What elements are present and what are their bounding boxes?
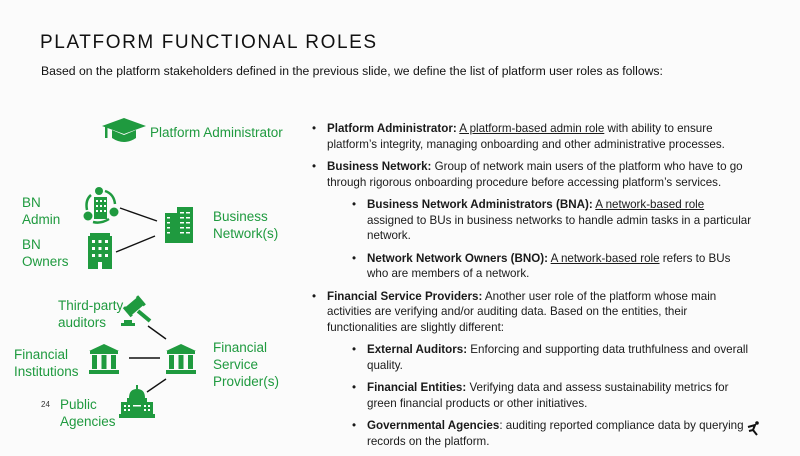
page-title: PLATFORM FUNCTIONAL ROLES (40, 32, 378, 53)
bank-icon (166, 344, 196, 374)
list-item-platform-admin: • Platform Administrator: A platform-based admin role with ability to ensure platform’s integrity, managing onboarding and other administrative processes. (312, 121, 752, 152)
runner-logo-icon (746, 420, 762, 436)
bn-owners-label: BN Owners (22, 237, 69, 269)
bank-icon (89, 344, 119, 374)
page-subtitle: Based on the platform stakeholders defined in the previous slide, we define the list of platform user roles as follows: (41, 64, 663, 78)
list-item-bno: • Network Network Owners (BNO): A network-based role refers to BUs who are members of a network. (352, 251, 752, 282)
list-item-bna: • Business Network Administrators (BNA): A network-based role assigned to BUs in business networks to handle admin tasks in a particular network. (352, 197, 752, 244)
list-item-business-network: • Business Network: Group of network main users of the platform who have to go through rigorous onboarding procedure before accessing platform’s services. (312, 159, 752, 190)
gavel-icon (121, 295, 153, 327)
list-item-fsp: • Financial Service Providers: Another user role of the platform whose main activities are verifying and/or auditing data. Based on the entities, their functionalities are slightly different: (312, 289, 752, 336)
financial-institutions-label: Financial Institutions (14, 347, 79, 379)
list-item-gov-agencies: • Governmental Agencies: auditing reported compliance data by querying records on the platform. (352, 418, 752, 449)
fsp-label: Financial Service Provider(s) (213, 340, 280, 389)
list-item-external-auditors: • External Auditors: Enforcing and supporting data truthfulness and overall quality. (352, 342, 752, 373)
bn-admin-label: BN Admin (22, 195, 61, 227)
third-party-auditors-label: Third-party auditors (58, 298, 124, 330)
business-network-label: Business Network(s) (213, 209, 279, 241)
public-agencies-label: Public Agencies (60, 397, 116, 429)
page-number: 24 (41, 400, 50, 409)
capitol-icon (119, 385, 155, 418)
roles-list (312, 121, 752, 456)
platform-admin-label: Platform Administrator (150, 125, 283, 140)
list-item-financial-entities: • Financial Entities: Verifying data and assess sustainability metrics for green financial products or other initiatives. (352, 380, 752, 411)
